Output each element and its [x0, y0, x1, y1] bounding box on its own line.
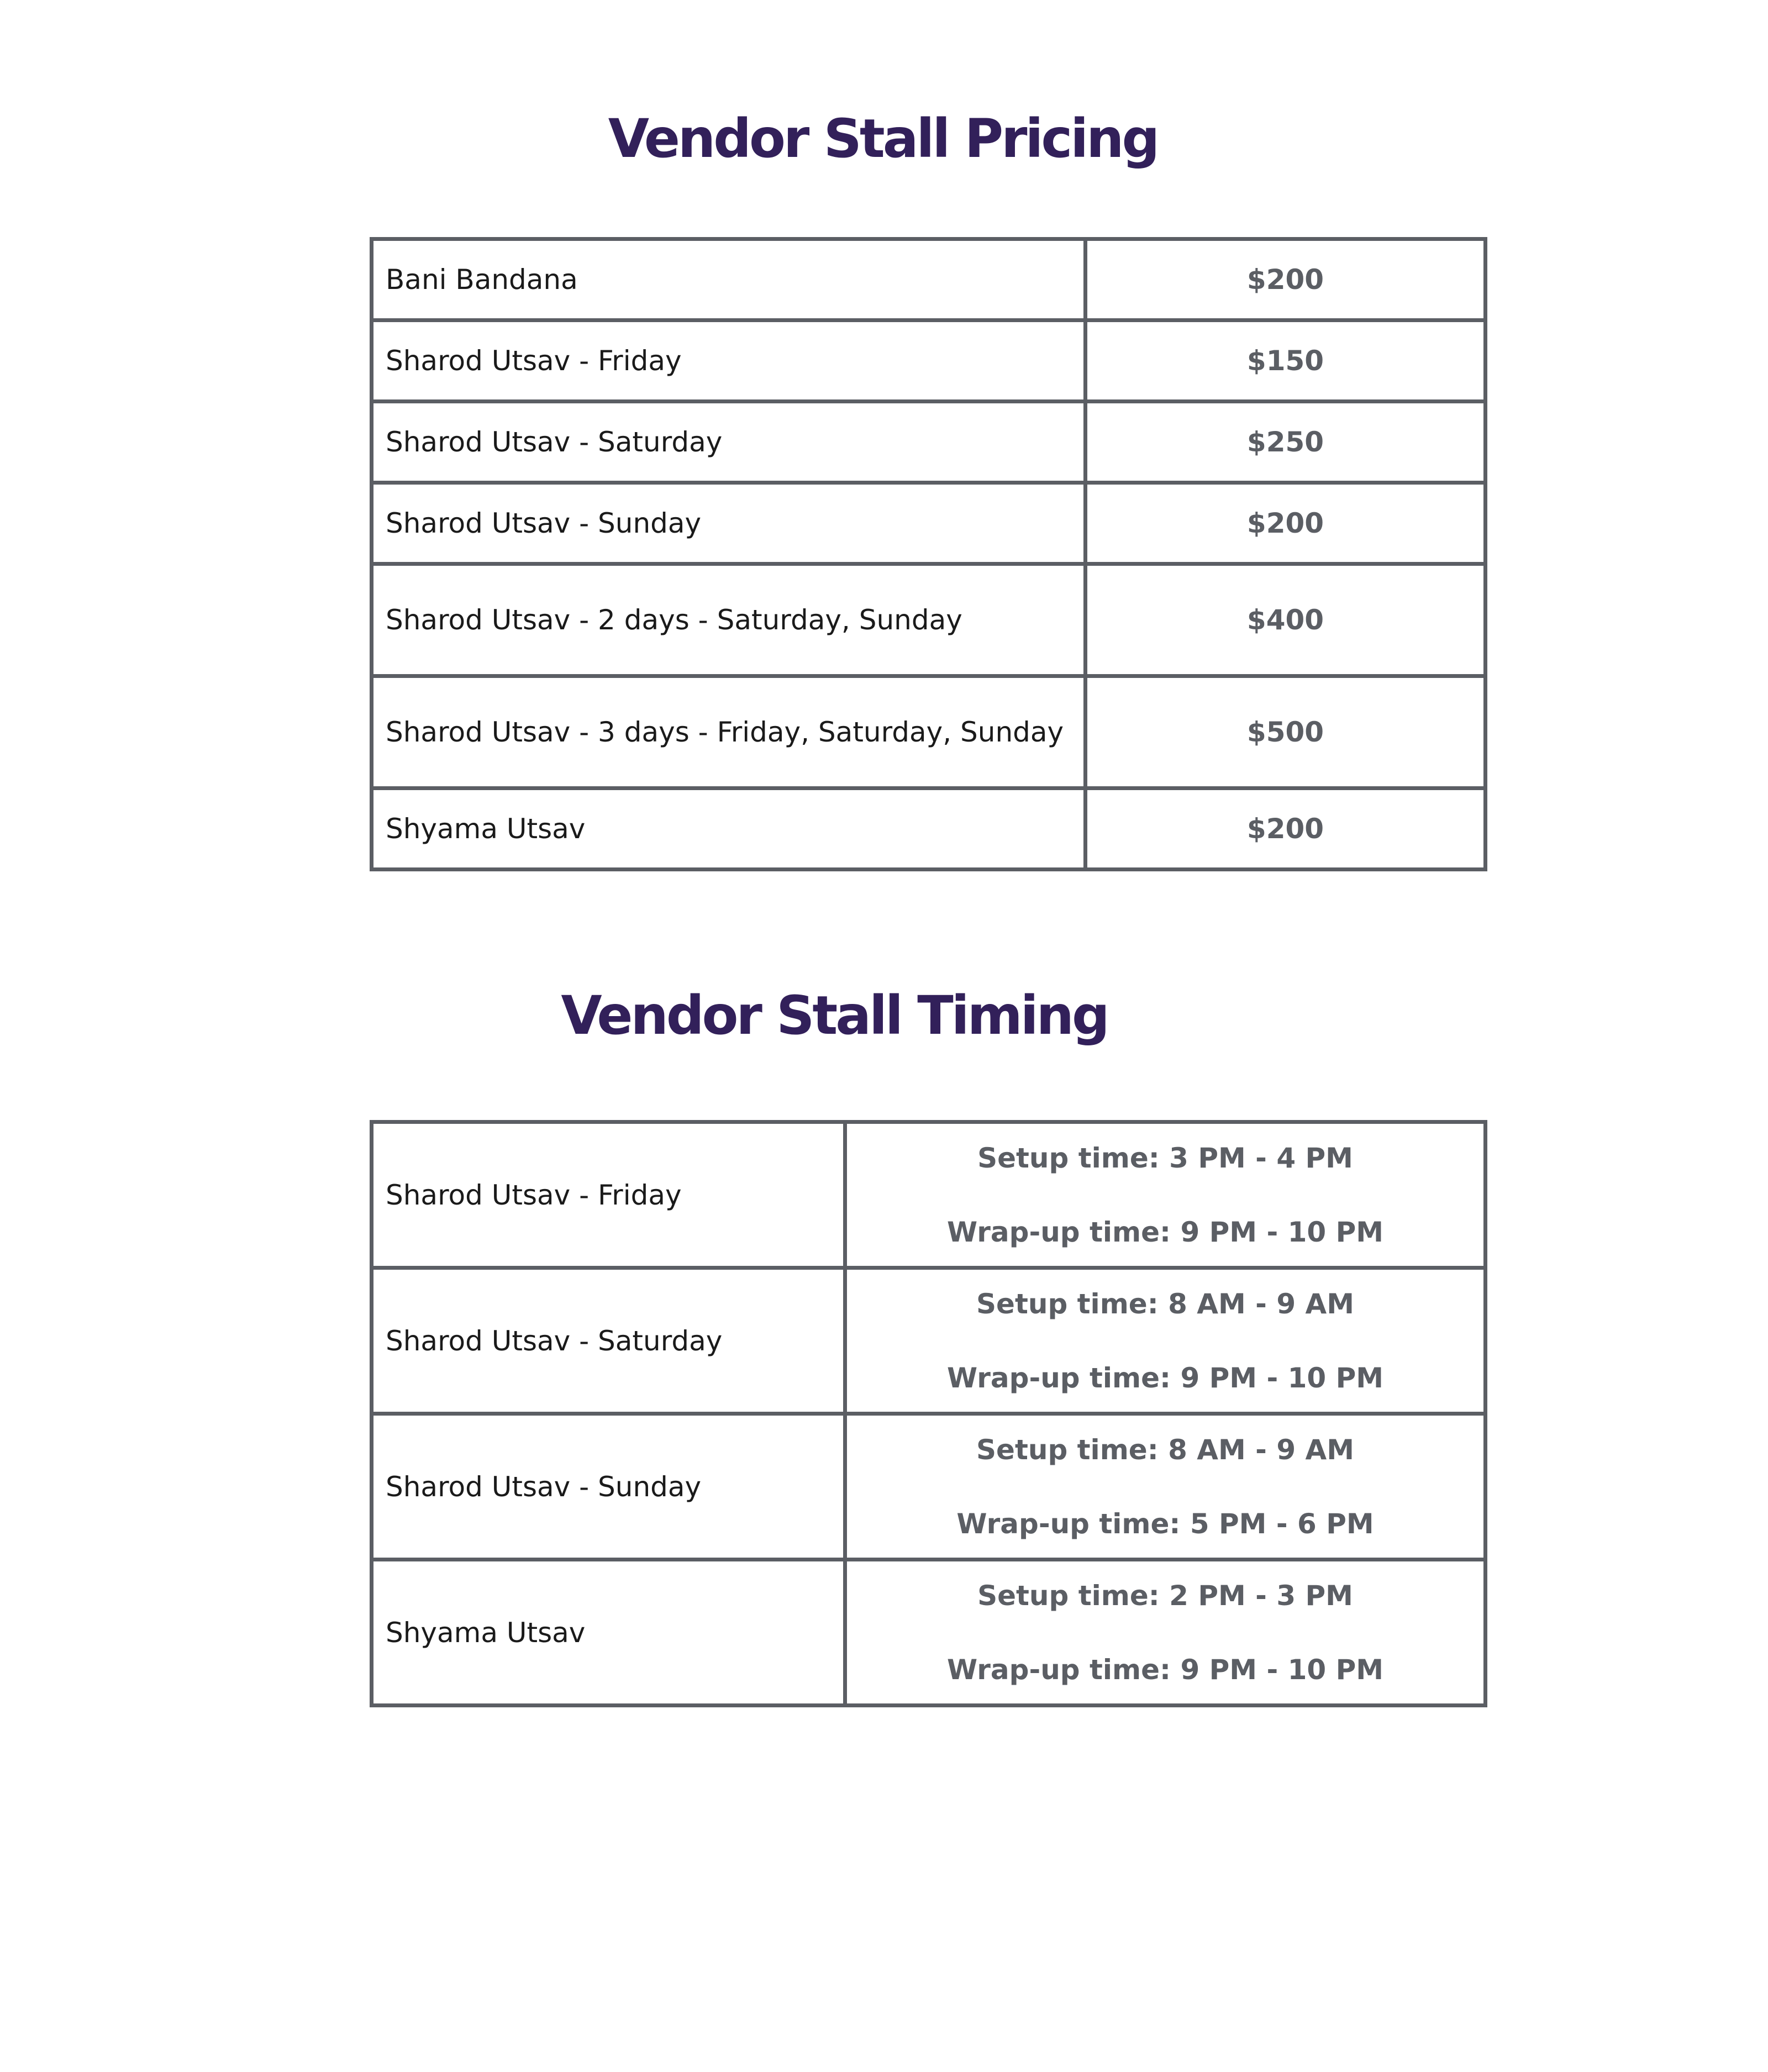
timing-schedule-cell: [845, 1560, 1486, 1706]
pricing-price-value: $250: [1086, 402, 1486, 483]
timing-title: Vendor Stall Timing: [561, 985, 1108, 1046]
pricing-event-label: Sharod Utsav - Friday: [372, 320, 1086, 402]
pricing-event-label: Sharod Utsav - 3 days - Friday, Saturday, Sunday: [372, 676, 1086, 788]
table-row: [372, 676, 1486, 788]
table-row: [372, 1414, 1486, 1560]
pricing-event-label: Shyama Utsav: [372, 788, 1086, 870]
table-row: [372, 483, 1486, 564]
timing-event-label: Sharod Utsav - Friday: [372, 1122, 845, 1268]
pricing-price-value: $200: [1086, 483, 1486, 564]
pricing-table: [370, 237, 1487, 871]
wrapup-time-text: Wrap-up time: 9 PM - 10 PM: [946, 1361, 1383, 1394]
setup-time-text: Setup time: 8 AM - 9 AM: [976, 1287, 1354, 1320]
timing-schedule-cell: [845, 1414, 1486, 1560]
setup-time-text: Setup time: 8 AM - 9 AM: [976, 1433, 1354, 1466]
pricing-title: Vendor Stall Pricing: [608, 108, 1158, 170]
timing-event-label: Sharod Utsav - Saturday: [372, 1268, 845, 1414]
table-row: [372, 1268, 1486, 1414]
wrapup-time-text: Wrap-up time: 9 PM - 10 PM: [946, 1216, 1383, 1248]
pricing-price-value: $500: [1086, 676, 1486, 788]
pricing-event-label: Sharod Utsav - Saturday: [372, 402, 1086, 483]
timing-event-label: Shyama Utsav: [372, 1560, 845, 1706]
pricing-price-value: $400: [1086, 564, 1486, 676]
table-row: [372, 564, 1486, 676]
wrapup-time-text: Wrap-up time: 9 PM - 10 PM: [946, 1653, 1383, 1686]
timing-table: [370, 1120, 1487, 1707]
pricing-event-label: Bani Bandana: [372, 239, 1086, 320]
table-row: [372, 320, 1486, 402]
pricing-price-value: $200: [1086, 239, 1486, 320]
setup-time-text: Setup time: 2 PM - 3 PM: [977, 1579, 1353, 1612]
timing-event-label: Sharod Utsav - Sunday: [372, 1414, 845, 1560]
setup-time-text: Setup time: 3 PM - 4 PM: [977, 1142, 1353, 1174]
pricing-price-value: $150: [1086, 320, 1486, 402]
timing-schedule-cell: [845, 1122, 1486, 1268]
table-row: [372, 1560, 1486, 1706]
timing-schedule-cell: [845, 1268, 1486, 1414]
table-row: [372, 788, 1486, 870]
table-row: [372, 1122, 1486, 1268]
table-row: [372, 402, 1486, 483]
pricing-event-label: Sharod Utsav - 2 days - Saturday, Sunday: [372, 564, 1086, 676]
pricing-event-label: Sharod Utsav - Sunday: [372, 483, 1086, 564]
wrapup-time-text: Wrap-up time: 5 PM - 6 PM: [956, 1507, 1374, 1540]
pricing-price-value: $200: [1086, 788, 1486, 870]
table-row: [372, 239, 1486, 320]
